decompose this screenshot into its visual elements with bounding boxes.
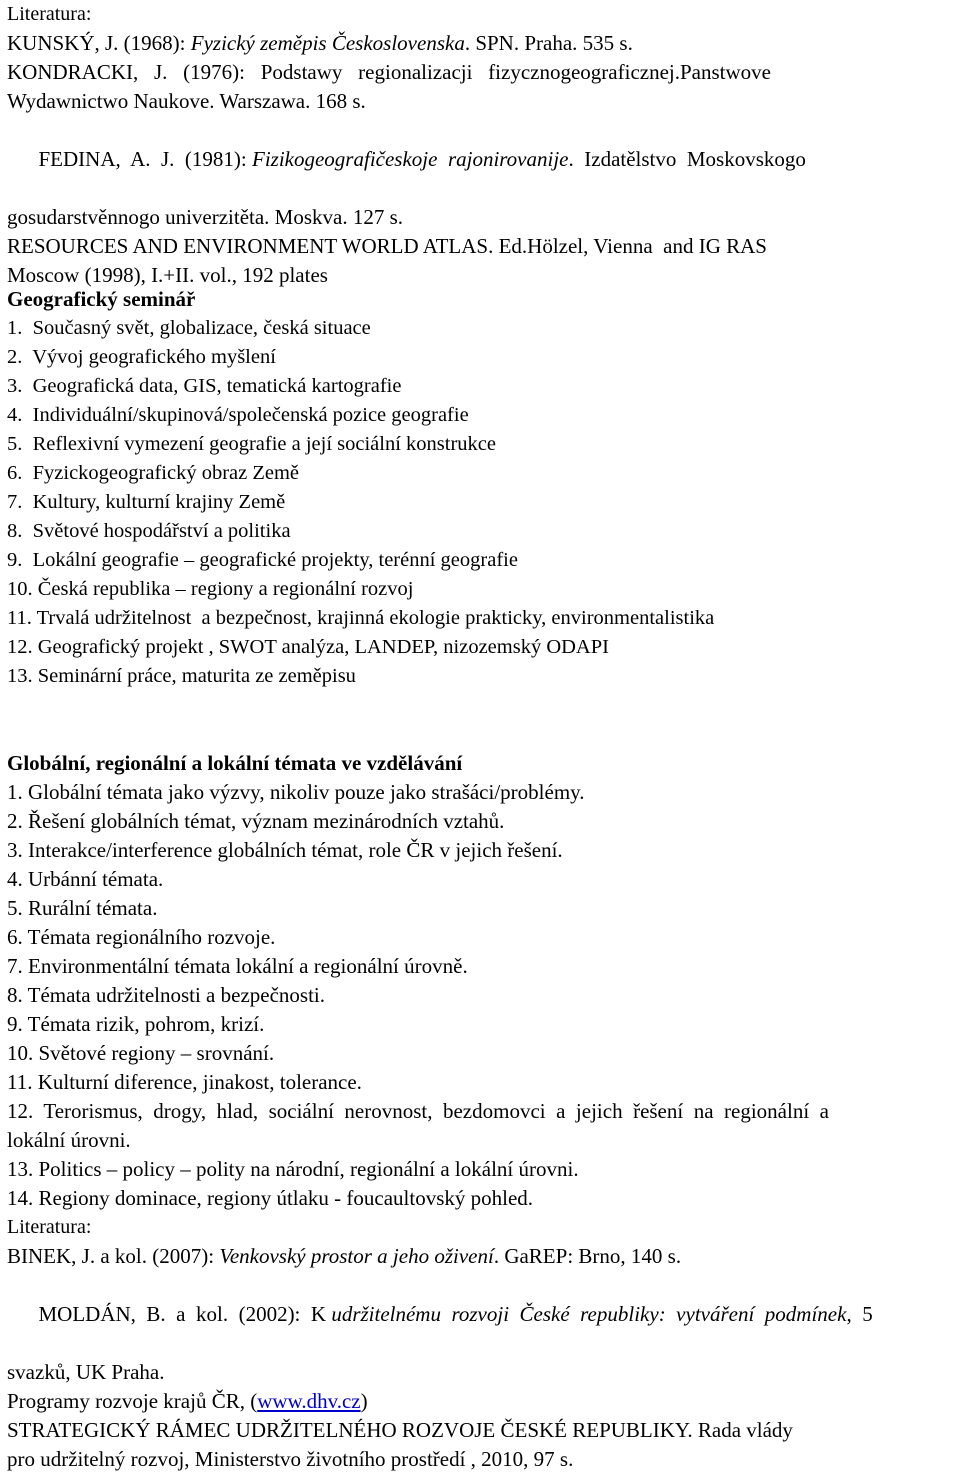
reference-atlas-line1: RESOURCES AND ENVIRONMENT WORLD ATLAS. Ed.Hölzel, Vienna and IG RAS bbox=[7, 234, 767, 258]
global-topics-section bbox=[7, 749, 955, 1474]
list-item: 7. Environmentální témata lokální a regionální úrovně. bbox=[7, 954, 468, 978]
reference-kondracki-line2: Wydawnictwo Naukove. Warszawa. 168 s. bbox=[7, 89, 366, 113]
reference-author: MOLDÁN, B. a kol. (2002): K bbox=[38, 1302, 332, 1326]
list-item: 2. Vývoj geografického myšlení bbox=[7, 346, 276, 368]
reference-publisher: . SPN. Praha. 535 s. bbox=[464, 31, 633, 55]
reference-text: Programy rozvoje krajů ČR, ( bbox=[7, 1389, 258, 1413]
list-item: 9. Lokální geografie – geografické projekty, terénní geografie bbox=[7, 549, 518, 571]
reference-atlas-line2: Moscow (1998), I.+II. vol., 192 plates bbox=[7, 263, 328, 287]
list-item: 7. Kultury, kulturní krajiny Země bbox=[7, 491, 286, 513]
reference-author: KUNSKÝ, J. (1968): bbox=[7, 31, 191, 55]
list-item: 10. Světové regiony – srovnání. bbox=[7, 1041, 275, 1065]
list-item: 6. Témata regionálního rozvoje. bbox=[7, 925, 276, 949]
list-item: 12. Geografický projekt , SWOT analýza, LANDEP, nizozemský ODAPI bbox=[7, 636, 609, 658]
global-heading: Globální, regionální a lokální témata ve vzdělávání bbox=[7, 751, 463, 775]
list-item: 1. Současný svět, globalizace, česká situace bbox=[7, 317, 371, 339]
literature-top-section bbox=[7, 0, 955, 290]
list-item: 3. Geografická data, GIS, tematická kartografie bbox=[7, 375, 402, 397]
list-item: 10. Česká republika – regiony a regionální rozvoj bbox=[7, 578, 414, 600]
list-item: 5. Rurální témata. bbox=[7, 896, 158, 920]
list-item: 14. Regiony dominace, regiony útlaku - foucaultovský pohled. bbox=[7, 1186, 534, 1210]
reference-publisher: . Izdatělstvo Moskovskogo bbox=[568, 147, 806, 171]
reference-text: ) bbox=[360, 1389, 368, 1413]
list-item: 5. Reflexivní vymezení geografie a její sociální konstrukce bbox=[7, 433, 496, 455]
seminar-section bbox=[7, 285, 955, 691]
list-item: 1. Globální témata jako výzvy, nikoliv pouze jako strašáci/problémy. bbox=[7, 780, 585, 804]
dhv-link[interactable]: www.dhv.cz bbox=[257, 1389, 361, 1413]
reference-publisher: , 5 bbox=[846, 1302, 873, 1326]
reference-publisher: . GaREP: Brno, 140 s. bbox=[493, 1244, 682, 1268]
reference-moldan-line2: svazků, UK Praha. bbox=[7, 1360, 165, 1384]
list-item: 8. Témata udržitelnosti a bezpečnosti. bbox=[7, 983, 326, 1007]
reference-moldan-line1 bbox=[7, 1271, 955, 1358]
reference-fedina-line2: gosudarstvěnnogo univerzitěta. Moskva. 127 s. bbox=[7, 205, 404, 229]
reference-binek bbox=[7, 1242, 955, 1271]
seminar-heading: Geografický seminář bbox=[7, 287, 196, 311]
list-item: 2. Řešení globálních témat, význam mezinárodních vztahů. bbox=[7, 809, 505, 833]
list-item-12-line1: 12. Terorismus, drogy, hlad, sociální nerovnost, bezdomovci a jejich řešení na regionální a bbox=[7, 1099, 829, 1123]
list-item: 6. Fyzickogeografický obraz Země bbox=[7, 462, 300, 484]
reference-title: Fizikogeografičeskoje rajonirovanije bbox=[252, 147, 569, 171]
list-item: 4. Individuální/skupinová/společenská pozice geografie bbox=[7, 404, 469, 426]
list-item: 8. Světové hospodářství a politika bbox=[7, 520, 291, 542]
list-item-12-line2: lokální úrovni. bbox=[7, 1128, 131, 1152]
reference-programy bbox=[7, 1387, 955, 1416]
literature-label: Literatura: bbox=[7, 3, 92, 25]
reference-title: udržitelnému rozvoji České republiky: vytváření podmínek bbox=[331, 1302, 847, 1326]
reference-author: FEDINA, A. J. (1981): bbox=[38, 147, 252, 171]
list-item: 11. Kulturní diference, jinakost, tolerance. bbox=[7, 1070, 362, 1094]
list-item: 13. Seminární práce, maturita ze zeměpisu bbox=[7, 665, 356, 687]
reference-title: Fyzický zeměpis Československa bbox=[190, 31, 465, 55]
literature-label: Literatura: bbox=[7, 1216, 92, 1238]
reference-strategicky-line1: STRATEGICKÝ RÁMEC UDRŽITELNÉHO ROZVOJE ČESKÉ REPUBLIKY. Rada vlády bbox=[7, 1418, 793, 1442]
list-item: 9. Témata rizik, pohrom, krizí. bbox=[7, 1012, 265, 1036]
reference-author: BINEK, J. a kol. (2007): bbox=[7, 1244, 220, 1268]
list-item: 13. Politics – policy – polity na národní, regionální a lokální úrovni. bbox=[7, 1157, 579, 1181]
list-item: 3. Interakce/interference globálních témat, role ČR v jejich řešení. bbox=[7, 838, 563, 862]
list-item: 11. Trvalá udržitelnost a bezpečnost, krajinná ekologie prakticky, environmentalistika bbox=[7, 607, 715, 629]
reference-kondracki-line1: KONDRACKI, J. (1976): Podstawy regionalizacji fizycznogeograficznej.Panstwove bbox=[7, 60, 771, 84]
reference-fedina-line1 bbox=[7, 116, 955, 203]
reference-title: Venkovský prostor a jeho oživení bbox=[219, 1244, 494, 1268]
list-item: 4. Urbánní témata. bbox=[7, 867, 164, 891]
reference-kunsky bbox=[7, 29, 955, 58]
reference-strategicky-line2: pro udržitelný rozvoj, Ministerstvo životního prostředí , 2010, 97 s. bbox=[7, 1447, 574, 1471]
